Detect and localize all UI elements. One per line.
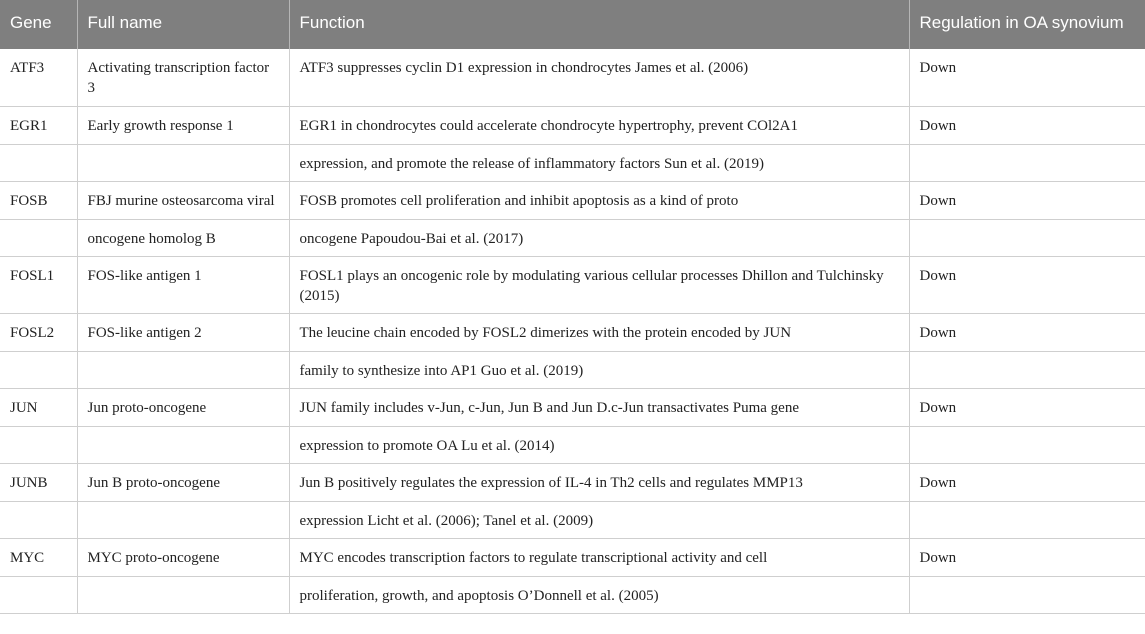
- cell-gene: [0, 501, 77, 538]
- header-function: Function: [289, 0, 909, 49]
- table-row: [0, 256, 1145, 313]
- cell-regulation: [909, 501, 1145, 538]
- table-row: [0, 426, 1145, 463]
- cell-regulation: Down: [909, 463, 1145, 501]
- cell-gene: FOSB: [0, 181, 77, 219]
- cell-full-name: Jun B proto-oncogene: [77, 463, 289, 501]
- cell-function: FOSB promotes cell proliferation and inhibit apoptosis as a kind of proto: [289, 181, 909, 219]
- cell-regulation: Down: [909, 49, 1145, 106]
- cell-regulation: Down: [909, 388, 1145, 426]
- cell-function: ATF3 suppresses cyclin D1 expression in chondrocytes James et al. (2006): [289, 49, 909, 106]
- cell-gene: JUN: [0, 388, 77, 426]
- cell-gene: EGR1: [0, 106, 77, 144]
- cell-gene: [0, 426, 77, 463]
- cell-gene: [0, 144, 77, 181]
- header-regulation: Regulation in OA synovium: [909, 0, 1145, 49]
- cell-gene: [0, 351, 77, 388]
- table-row: [0, 49, 1145, 106]
- cell-gene: [0, 219, 77, 256]
- header-row: [0, 0, 1145, 49]
- cell-full-name: Activating transcription factor 3: [77, 49, 289, 106]
- table-header: [0, 0, 1145, 49]
- cell-full-name: [77, 576, 289, 613]
- cell-regulation: Down: [909, 181, 1145, 219]
- cell-gene: JUNB: [0, 463, 77, 501]
- table-row: [0, 181, 1145, 219]
- cell-full-name: [77, 501, 289, 538]
- cell-function: expression to promote OA Lu et al. (2014): [289, 426, 909, 463]
- cell-full-name: [77, 144, 289, 181]
- cell-full-name: Jun proto-oncogene: [77, 388, 289, 426]
- cell-gene: MYC: [0, 538, 77, 576]
- cell-gene: FOSL2: [0, 313, 77, 351]
- cell-full-name: [77, 351, 289, 388]
- cell-function: FOSL1 plays an oncogenic role by modulating various cellular processes Dhillon and Tulchinsky (2015): [289, 256, 909, 313]
- cell-gene: ATF3: [0, 49, 77, 106]
- table-row: [0, 538, 1145, 576]
- cell-full-name: Early growth response 1: [77, 106, 289, 144]
- header-gene: Gene: [0, 0, 77, 49]
- cell-function: The leucine chain encoded by FOSL2 dimerizes with the protein encoded by JUN: [289, 313, 909, 351]
- cell-function: expression, and promote the release of inflammatory factors Sun et al. (2019): [289, 144, 909, 181]
- table-row: [0, 501, 1145, 538]
- cell-regulation: [909, 351, 1145, 388]
- cell-function: MYC encodes transcription factors to regulate transcriptional activity and cell: [289, 538, 909, 576]
- cell-regulation: Down: [909, 313, 1145, 351]
- cell-regulation: Down: [909, 106, 1145, 144]
- cell-full-name: MYC proto-oncogene: [77, 538, 289, 576]
- cell-full-name: FOS-like antigen 2: [77, 313, 289, 351]
- table-row: [0, 219, 1145, 256]
- cell-regulation: Down: [909, 256, 1145, 313]
- cell-function: family to synthesize into AP1 Guo et al. (2019): [289, 351, 909, 388]
- cell-full-name: FOS-like antigen 1: [77, 256, 289, 313]
- cell-full-name: oncogene homolog B: [77, 219, 289, 256]
- cell-regulation: Down: [909, 538, 1145, 576]
- cell-regulation: [909, 144, 1145, 181]
- table-row: [0, 144, 1145, 181]
- table-row: [0, 463, 1145, 501]
- header-full-name: Full name: [77, 0, 289, 49]
- cell-gene: [0, 576, 77, 613]
- table-row: [0, 106, 1145, 144]
- cell-function: JUN family includes v-Jun, c-Jun, Jun B and Jun D.c-Jun transactivates Puma gene: [289, 388, 909, 426]
- table-row: [0, 313, 1145, 351]
- cell-regulation: [909, 426, 1145, 463]
- cell-function: Jun B positively regulates the expression of IL-4 in Th2 cells and regulates MMP13: [289, 463, 909, 501]
- cell-full-name: [77, 426, 289, 463]
- cell-function: expression Licht et al. (2006); Tanel et al. (2009): [289, 501, 909, 538]
- cell-function: EGR1 in chondrocytes could accelerate chondrocyte hypertrophy, prevent COl2A1: [289, 106, 909, 144]
- table-row: [0, 576, 1145, 613]
- cell-function: proliferation, growth, and apoptosis O’Donnell et al. (2005): [289, 576, 909, 613]
- table-row: [0, 351, 1145, 388]
- cell-regulation: [909, 219, 1145, 256]
- cell-function: oncogene Papoudou-Bai et al. (2017): [289, 219, 909, 256]
- cell-regulation: [909, 576, 1145, 613]
- table-body: [0, 49, 1145, 613]
- cell-full-name: FBJ murine osteosarcoma viral: [77, 181, 289, 219]
- table-row: [0, 388, 1145, 426]
- cell-gene: FOSL1: [0, 256, 77, 313]
